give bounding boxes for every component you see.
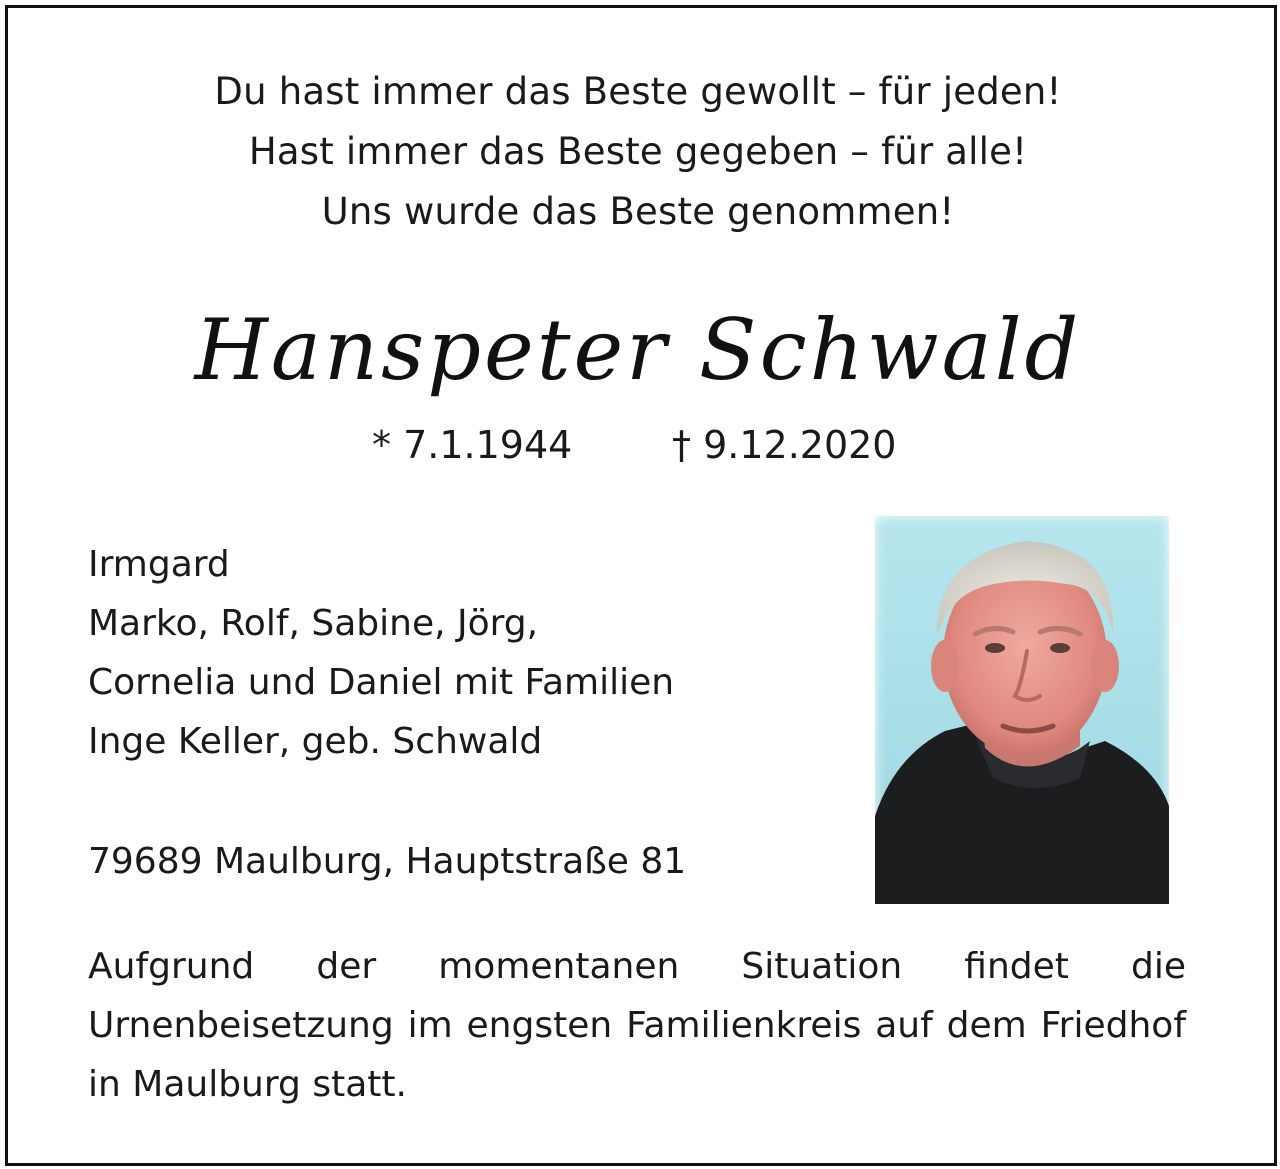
verse-line: Hast immer das Beste gegeben – für alle!: [248, 130, 1028, 173]
portrait-photo: [875, 516, 1169, 904]
memorial-verse: [0, 62, 1276, 242]
birth-date: * 7.1.1944: [372, 423, 573, 467]
deceased-name: Hanspeter Schwald: [194, 301, 1082, 399]
death-date: † 9.12.2020: [672, 423, 897, 467]
burial-notice: Aufgrund der momentanen Situation findet die Urnenbeisetzung im engsten Familienkreis auf dem Friedhof in Maulburg statt.: [88, 946, 1186, 1105]
family-address: 79689 Maulburg, Hauptstraße 81: [88, 841, 687, 882]
portrait-illustration: [875, 516, 1169, 904]
mourner-line: Inge Keller, geb. Schwald: [88, 721, 543, 762]
mourner-line: Cornelia und Daniel mit Familien: [88, 662, 675, 703]
verse-line: Uns wurde das Beste genommen!: [321, 190, 955, 233]
verse-line: Du hast immer das Beste gewollt – für jeden!: [214, 70, 1062, 113]
mourner-line: Marko, Rolf, Sabine, Jörg,: [88, 603, 539, 644]
mourner-line: Irmgard: [88, 544, 230, 585]
mourners-list: [88, 535, 674, 771]
life-dates: [0, 420, 1276, 470]
